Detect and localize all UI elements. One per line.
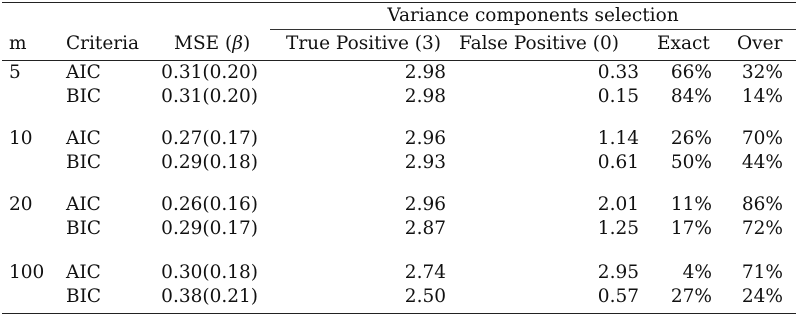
cell-mse: 0.29(0.17) bbox=[161, 218, 258, 239]
table-row bbox=[0, 194, 798, 218]
cell-exact: 84% bbox=[670, 86, 712, 107]
cell-m: 10 bbox=[9, 128, 33, 149]
header-mse-suffix: ) bbox=[242, 33, 251, 54]
cell-exact: 4% bbox=[682, 262, 712, 283]
cell-fp: 0.33 bbox=[597, 62, 639, 83]
cell-criteria: AIC bbox=[66, 194, 101, 215]
cell-m: 100 bbox=[9, 262, 45, 283]
cell-tp: 2.74 bbox=[404, 262, 446, 283]
cell-tp: 2.96 bbox=[404, 128, 446, 149]
cell-mse: 0.29(0.18) bbox=[161, 152, 258, 173]
cell-mse: 0.38(0.21) bbox=[161, 286, 258, 307]
cell-criteria: AIC bbox=[66, 128, 101, 149]
table-row bbox=[0, 286, 798, 310]
cell-fp: 2.01 bbox=[597, 194, 639, 215]
bottom-rule bbox=[2, 313, 796, 314]
cell-mse: 0.27(0.17) bbox=[161, 128, 258, 149]
cell-fp: 1.25 bbox=[597, 218, 639, 239]
table-row bbox=[0, 62, 798, 86]
header-true-positive: True Positive (3) bbox=[286, 33, 442, 54]
header-criteria: Criteria bbox=[66, 33, 140, 54]
cell-mse: 0.31(0.20) bbox=[161, 86, 258, 107]
cell-over: 71% bbox=[741, 262, 783, 283]
cell-criteria: AIC bbox=[66, 62, 101, 83]
cell-over: 44% bbox=[741, 152, 783, 173]
group-header: Variance components selection bbox=[387, 5, 679, 26]
cell-fp: 0.61 bbox=[597, 152, 639, 173]
header-exact: Exact bbox=[657, 33, 710, 54]
cell-exact: 11% bbox=[670, 194, 712, 215]
table-row bbox=[0, 262, 798, 286]
header-mse bbox=[174, 33, 250, 55]
cell-criteria: BIC bbox=[66, 286, 102, 307]
cell-mse: 0.30(0.18) bbox=[161, 262, 258, 283]
cell-tp: 2.93 bbox=[404, 152, 446, 173]
cell-over: 14% bbox=[741, 86, 783, 107]
cell-fp: 0.15 bbox=[597, 86, 639, 107]
cell-over: 86% bbox=[741, 194, 783, 215]
cell-m: 20 bbox=[9, 194, 33, 215]
cell-exact: 26% bbox=[670, 128, 712, 149]
top-rule bbox=[2, 2, 796, 3]
cell-mse: 0.31(0.20) bbox=[161, 62, 258, 83]
cell-tp: 2.98 bbox=[404, 62, 446, 83]
cell-exact: 50% bbox=[670, 152, 712, 173]
header-rule bbox=[2, 60, 796, 61]
cell-fp: 0.57 bbox=[597, 286, 639, 307]
cell-fp: 2.95 bbox=[597, 262, 639, 283]
cell-over: 72% bbox=[741, 218, 783, 239]
table-row bbox=[0, 152, 798, 176]
cell-tp: 2.98 bbox=[404, 86, 446, 107]
header-mse-prefix: MSE ( bbox=[174, 33, 233, 54]
cell-criteria: BIC bbox=[66, 218, 102, 239]
cell-tp: 2.96 bbox=[404, 194, 446, 215]
cell-m: 5 bbox=[9, 62, 21, 83]
group-header-rule bbox=[270, 29, 796, 30]
cell-mse: 0.26(0.16) bbox=[161, 194, 258, 215]
cell-exact: 27% bbox=[670, 286, 712, 307]
cell-criteria: BIC bbox=[66, 152, 102, 173]
cell-over: 24% bbox=[741, 286, 783, 307]
cell-over: 32% bbox=[741, 62, 783, 83]
table-row bbox=[0, 218, 798, 242]
cell-criteria: AIC bbox=[66, 262, 101, 283]
cell-over: 70% bbox=[741, 128, 783, 149]
table-row bbox=[0, 86, 798, 110]
header-m: m bbox=[9, 33, 27, 54]
header-over: Over bbox=[737, 33, 783, 54]
header-mse-symbol: β bbox=[232, 33, 243, 54]
cell-tp: 2.50 bbox=[404, 286, 446, 307]
cell-exact: 66% bbox=[670, 62, 712, 83]
cell-criteria: BIC bbox=[66, 86, 102, 107]
header-false-positive: False Positive (0) bbox=[459, 33, 619, 54]
table-row bbox=[0, 128, 798, 152]
cell-tp: 2.87 bbox=[404, 218, 446, 239]
cell-exact: 17% bbox=[670, 218, 712, 239]
cell-fp: 1.14 bbox=[597, 128, 639, 149]
